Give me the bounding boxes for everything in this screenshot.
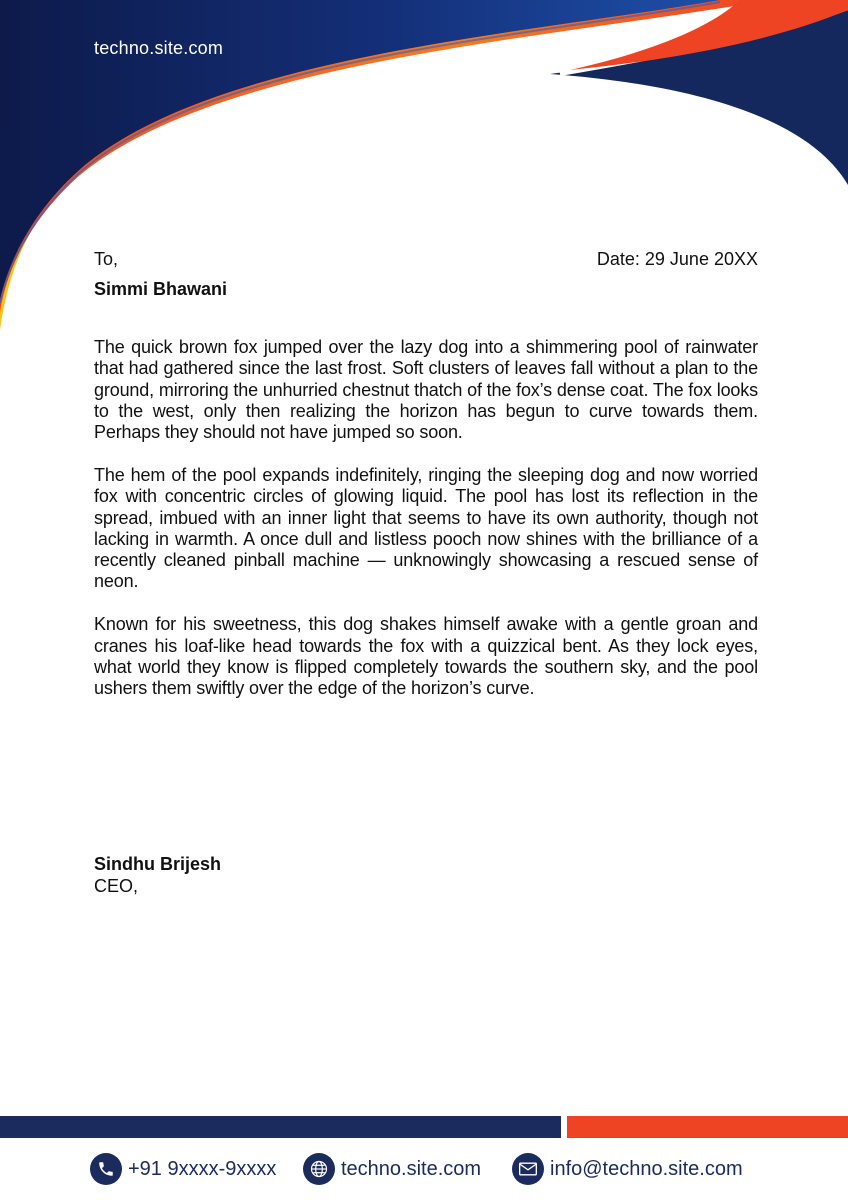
body-paragraph-2: The hem of the pool expands indefinitely, ringing the sleeping dog and now worried fox with concentric circles of glowing liquid. The pool has lost its reflection in the spread, imbued with an inner light that seems to have its own authority, though not lacking in warmth. A once dull and listless pooch now shines with the brilliance of a recently cleaned pinball machine — unknowingly showcasing a rescued sense of neon. [94,464,758,592]
footer-email-text: info@techno.site.com [550,1157,743,1180]
footer-phone-text: +91 9xxxx-9xxxx [128,1157,277,1180]
footer-bar-blue [0,1116,561,1138]
to-label: To, [94,249,119,269]
header-website[interactable]: techno.site.com [94,38,224,58]
letter-date: Date: 29 June 20XX [596,249,758,269]
footer-website-text: techno.site.com [341,1157,482,1180]
phone-icon [90,1153,122,1185]
globe-icon [303,1153,335,1185]
footer-bar-orange [567,1116,848,1138]
signer-name: Sindhu Brijesh [94,854,222,874]
footer-phone[interactable] [90,1153,276,1185]
signer-title: CEO, [94,876,139,896]
footer-website[interactable] [303,1153,481,1185]
body-paragraph-3: Known for his sweetness, this dog shakes himself awake with a gentle groan and cranes his loaf-like head towards the fox with a quizzical bent. As they lock eyes, what world they know is flipped completely towards the southern sky, and the pool ushers them swiftly over the edge of the horizon’s curve. [94,614,758,699]
letter-body [94,337,758,721]
mail-icon [512,1153,544,1185]
recipient-name: Simmi Bhawani [94,279,228,299]
footer-email[interactable] [512,1153,743,1185]
body-paragraph-1: The quick brown fox jumped over the lazy dog into a shimmering pool of rainwater that had gathered since the last frost. Soft clusters of leaves fall without a plan to the ground, mirroring the unhurried chestnut thatch of the fox’s dense coat. The fox looks to the west, only then realizing the horizon has begun to curve towards them. Perhaps they should not have jumped so soon. [94,337,758,443]
